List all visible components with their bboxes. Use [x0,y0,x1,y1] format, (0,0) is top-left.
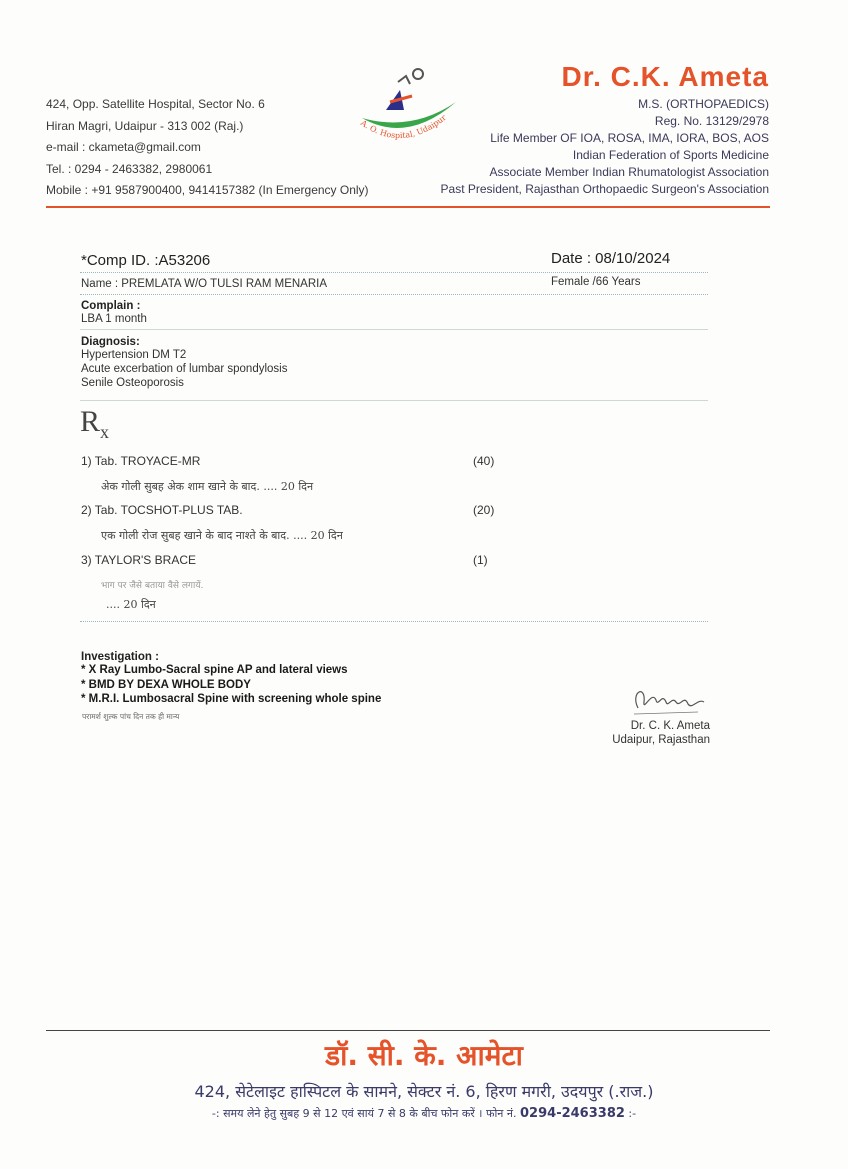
telephone-line: Tel. : 0294 - 2463382, 2980061 [46,161,213,176]
address-line-1: 424, Opp. Satellite Hospital, Sector No. 6 [46,97,265,111]
address-line-2: Hiran Magri, Udaipur - 313 002 (Raj.) [46,118,244,133]
mobile-line: Mobile : +91 9587900400, 9414157382 (In Emergency Only) [46,183,369,197]
email-line: e-mail : ckameta@gmail.com [46,140,201,154]
patient-name: Name : PREMLATA W/O TULSI RAM MENARIA [81,278,328,290]
signature-name: Dr. C. K. Ameta [630,720,710,732]
diagnosis-label: Diagnosis: [81,336,140,348]
diagnosis-item: Hypertension DM T2 [81,349,187,361]
comp-id: *Comp ID. :A53206 [81,252,211,269]
credential-line: Life Member OF IOA, ROSA, IMA, IORA, BOS, AOS [490,131,769,145]
investigation-section [81,651,381,707]
clinic-address [46,94,369,202]
doctor-name: Dr. C.K. Ameta [561,61,769,92]
footer-phone: 0294-2463382 [520,1106,625,1121]
medicine-name: 1) Tab. TROYACE-MR [81,454,201,468]
diagnosis-item: Senile Osteoporosis [81,377,184,389]
complain-section [81,300,147,326]
patient-gender-age: Female /66 Years [551,276,641,288]
medicine-name: 2) Tab. TOCSHOT-PLUS TAB. [81,503,243,517]
logo-text: A. O. Hospital, Udaipur [358,113,448,141]
rx-symbol [80,405,109,443]
medicine-qty: (20) [473,503,495,517]
footer-address: 424, सेटेलाइट हास्पिटल के सामने, सेक्टर नं. 6, हिरण मगरी, उदयपुर (.राज.) [194,1082,654,1101]
signature-icon [628,682,708,718]
medicine-qty: (1) [473,553,488,567]
credential-line: Reg. No. 13129/2978 [654,114,769,128]
footer-doctor-name: डॉ. सी. के. आमेटा [325,1039,523,1072]
credential-line: M.S. (ORTHOPAEDICS) [638,97,769,111]
signature-place: Udaipur, Rajasthan [612,734,710,746]
diagnosis-section [81,336,287,390]
complain-label: Complain : [81,300,141,312]
footer-divider [46,1030,770,1031]
footer-timing-text: -: समय लेने हेतु सुबह 9 से 12 एवं सायं 7 से 8 के बीच फोन करें । फोन नं. [211,1107,517,1120]
investigation-item: * M.R.I. Lumbosacral Spine with screening whole spine [81,693,382,705]
signature-block [604,719,710,747]
investigation-item: * BMD BY DEXA WHOLE BODY [81,678,251,691]
credential-line: Past President, Rajasthan Orthopaedic Surgeon's Association [440,182,769,196]
rx-letter: R [80,405,101,438]
investigation-item: * X Ray Lumbo-Sacral spine AP and lateral views [81,664,348,676]
fee-validity-note: परामर्श शुल्क पांच दिन तक ही मान्य [82,712,180,721]
medicine-instruction-duration: .... 20 दिन [106,598,156,611]
divider [80,294,708,295]
medicine-qty: (40) [473,454,495,468]
divider [80,329,708,330]
footer-timing-end: :- [628,1107,637,1120]
medicine-name: 3) TAYLOR'S BRACE [81,553,196,567]
diagnosis-item: Acute excerbation of lumbar spondylosis [81,363,288,375]
rx-subscript: x [100,422,110,442]
credential-line: Indian Federation of Sports Medicine [572,148,769,162]
medicine-instruction: अेक गोली सुबह अेक शाम खाने के बाद. .... 20 दिन [101,480,314,493]
divider [80,621,708,622]
prescription-date: Date : 08/10/2024 [551,250,671,267]
medicine-instruction: एक गोली रोज सुबह खाने के बाद नाश्ते के बाद. .... 20 दिन [101,529,343,542]
complain-text: LBA 1 month [81,313,147,325]
doctor-credentials [441,60,769,198]
credential-line: Associate Member Indian Rhumatologist Association [489,165,769,179]
footer-timing [0,1106,848,1121]
divider [80,400,708,401]
medicine-instruction: भाग पर जैसे बताया वैसे लगायें. [101,581,204,591]
investigation-label: Investigation : [81,651,159,663]
header-divider [46,206,770,208]
divider [80,272,708,273]
